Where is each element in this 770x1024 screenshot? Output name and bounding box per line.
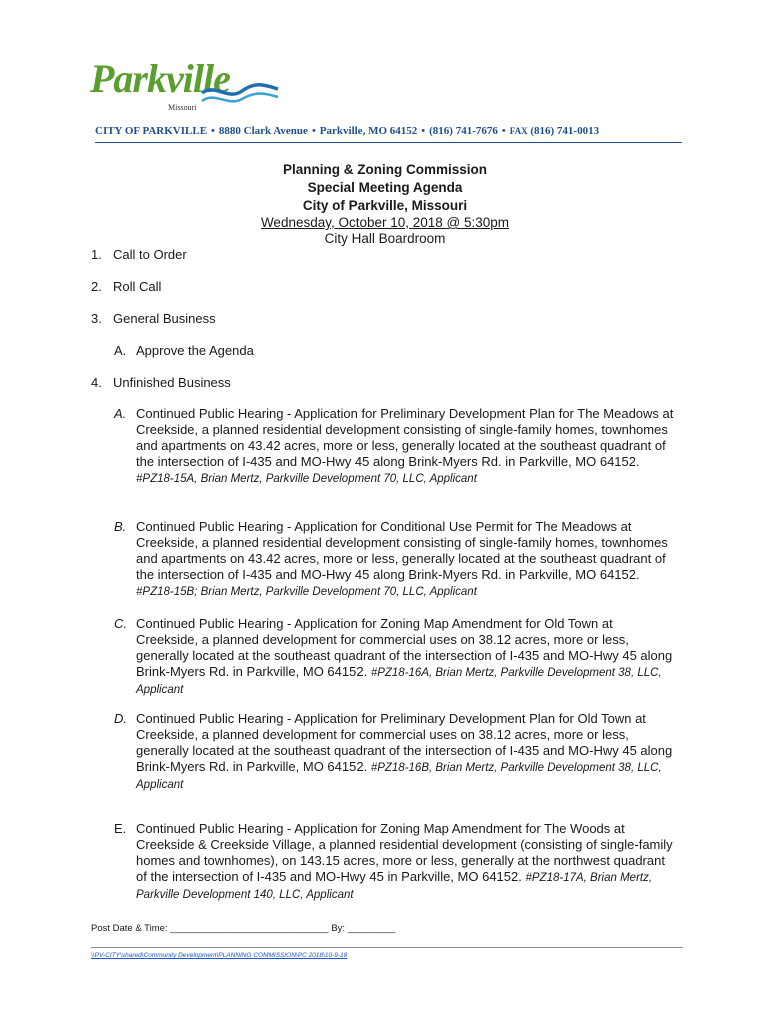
sub-item-label: E. — [114, 821, 127, 836]
sub-item-text: Continued Public Hearing - Application for Preliminary Development Plan for Old Town at Creekside, a planned development for commercial uses on 38.12 acres, more or less, generally located at the southeast quadrant of the intersection of I-435 and MO-Hwy 45 along Brink-Myers Rd. in Parkville, MO 64152. — [136, 711, 673, 774]
sub-item-text: Continued Public Hearing - Application for Preliminary Development Plan for The Meadows at Creekside, a planned residential development consisting of single-family homes, townhomes and apartments on 43.42 acres, more or less, generally located at the southeast quadrant of the intersection of I-435 and MO-Hwy 45 along Brink-Myers Rd. in Parkville, MO 64152. — [136, 406, 674, 469]
river-waves-icon — [200, 79, 280, 109]
title-agenda-type: Special Meeting Agenda — [307, 180, 463, 195]
agenda-item-4c — [114, 616, 674, 698]
meeting-date: Wednesday, October 10, 2018 @ 5:30pm — [260, 215, 510, 230]
title-location: City Hall Boardroom — [324, 231, 446, 246]
sub-item-text: Approve the Agenda — [136, 343, 254, 358]
agenda-item-4e — [114, 821, 674, 903]
agenda-item-2 — [91, 279, 161, 294]
sub-item-label: B. — [114, 519, 127, 534]
bullet-separator: • — [211, 125, 215, 137]
sub-item-label: C. — [114, 616, 127, 631]
contact-fax-label: FAX — [509, 126, 528, 136]
sub-item-text: Continued Public Hearing - Application for Conditional Use Permit for The Meadows at Creekside, a planned residential development consisting of single-family homes, townhomes and apartments on 43.42 acres, more or less, generally located at the southeast quadrant of the intersection of I-435 and MO-Hwy 45 along Brink-Myers Rd. in Parkville, MO 64152. — [136, 519, 668, 582]
contact-citystate: Parkville, MO 64152 — [319, 125, 418, 137]
bullet-separator: • — [311, 125, 316, 137]
case-number: #PZ18-15A, Brian Mertz, Parkville Development 70, LLC, Applicant — [136, 473, 477, 485]
agenda-item-4d — [114, 711, 674, 793]
item-number: 4. — [91, 375, 102, 390]
item-text: Roll Call — [113, 279, 162, 294]
logo-wordmark: Parkville — [90, 56, 230, 101]
item-number: 1. — [91, 247, 102, 262]
contact-line — [95, 125, 599, 137]
sub-item-label: A. — [114, 406, 127, 421]
contact-address: 8880 Clark Avenue — [218, 125, 308, 137]
header-rule — [95, 142, 682, 143]
agenda-item-3 — [91, 311, 216, 326]
title-commission: Planning & Zoning Commission — [283, 162, 487, 177]
agenda-item-3a — [114, 343, 674, 359]
contact-city: CITY OF PARKVILLE — [95, 125, 208, 137]
case-number: #PZ18-16A, Brian Mertz, Parkville Development 38, LLC, Applicant — [136, 667, 662, 696]
item-number: 3. — [91, 311, 102, 326]
sub-item-label: D. — [114, 711, 127, 726]
case-number: #PZ18-15B; Brian Mertz, Parkville Development 70, LLC, Applicant — [136, 586, 477, 598]
contact-fax: (816) 741-0013 — [530, 125, 600, 137]
case-number: #PZ18-16B, Brian Mertz, Parkville Development 38, LLC, Applicant — [136, 762, 662, 791]
agenda-item-4b — [114, 519, 674, 600]
post-date-line: Post Date & Time: ______________________________ By: _________ — [91, 923, 396, 934]
title-date — [0, 214, 770, 231]
footer-rule — [91, 947, 683, 948]
sub-item-text: Continued Public Hearing - Application for Zoning Map Amendment for Old Town at Creekside, a planned development for commercial uses on 38.12 acres, more or less, generally located at the southeast quadrant of the intersection of I-435 and MO-Hwy 45 along Brink-Myers Rd. in Parkville, MO 64152. — [136, 616, 673, 679]
title-city: City of Parkville, Missouri — [302, 198, 468, 213]
bullet-separator: • — [501, 125, 506, 137]
sub-item-text: Continued Public Hearing - Application for Zoning Map Amendment for The Woods at Creekside & Creekside Village, a planned residential development (consisting of single-family homes and townhomes), on 143.15 acres, more or less, generally at the northwest quadrant of the intersection of I-435 and MO-Hwy 45 in Parkville, MO 64152. — [136, 821, 673, 884]
logo-subtext: Missouri — [168, 103, 197, 112]
item-text: Unfinished Business — [113, 375, 231, 390]
contact-phone: (816) 741-7676 — [429, 125, 498, 137]
sub-item-label: A. — [114, 343, 127, 358]
agenda-item-4 — [91, 375, 231, 390]
case-number: #PZ18-17A, Brian Mertz, Parkville Development 140, LLC, Applicant — [136, 872, 653, 901]
bullet-separator: • — [421, 125, 426, 137]
item-text: Call to Order — [113, 247, 187, 262]
agenda-item-1 — [91, 247, 187, 262]
file-path-link[interactable]: \\PV-CITY\shared\Community Development\PLANNING COMMISSION\PC 2018\10-9-18 — [91, 952, 348, 959]
item-number: 2. — [91, 279, 102, 294]
item-text: General Business — [113, 311, 216, 326]
parkville-logo — [90, 55, 280, 120]
agenda-item-4a — [114, 406, 674, 487]
